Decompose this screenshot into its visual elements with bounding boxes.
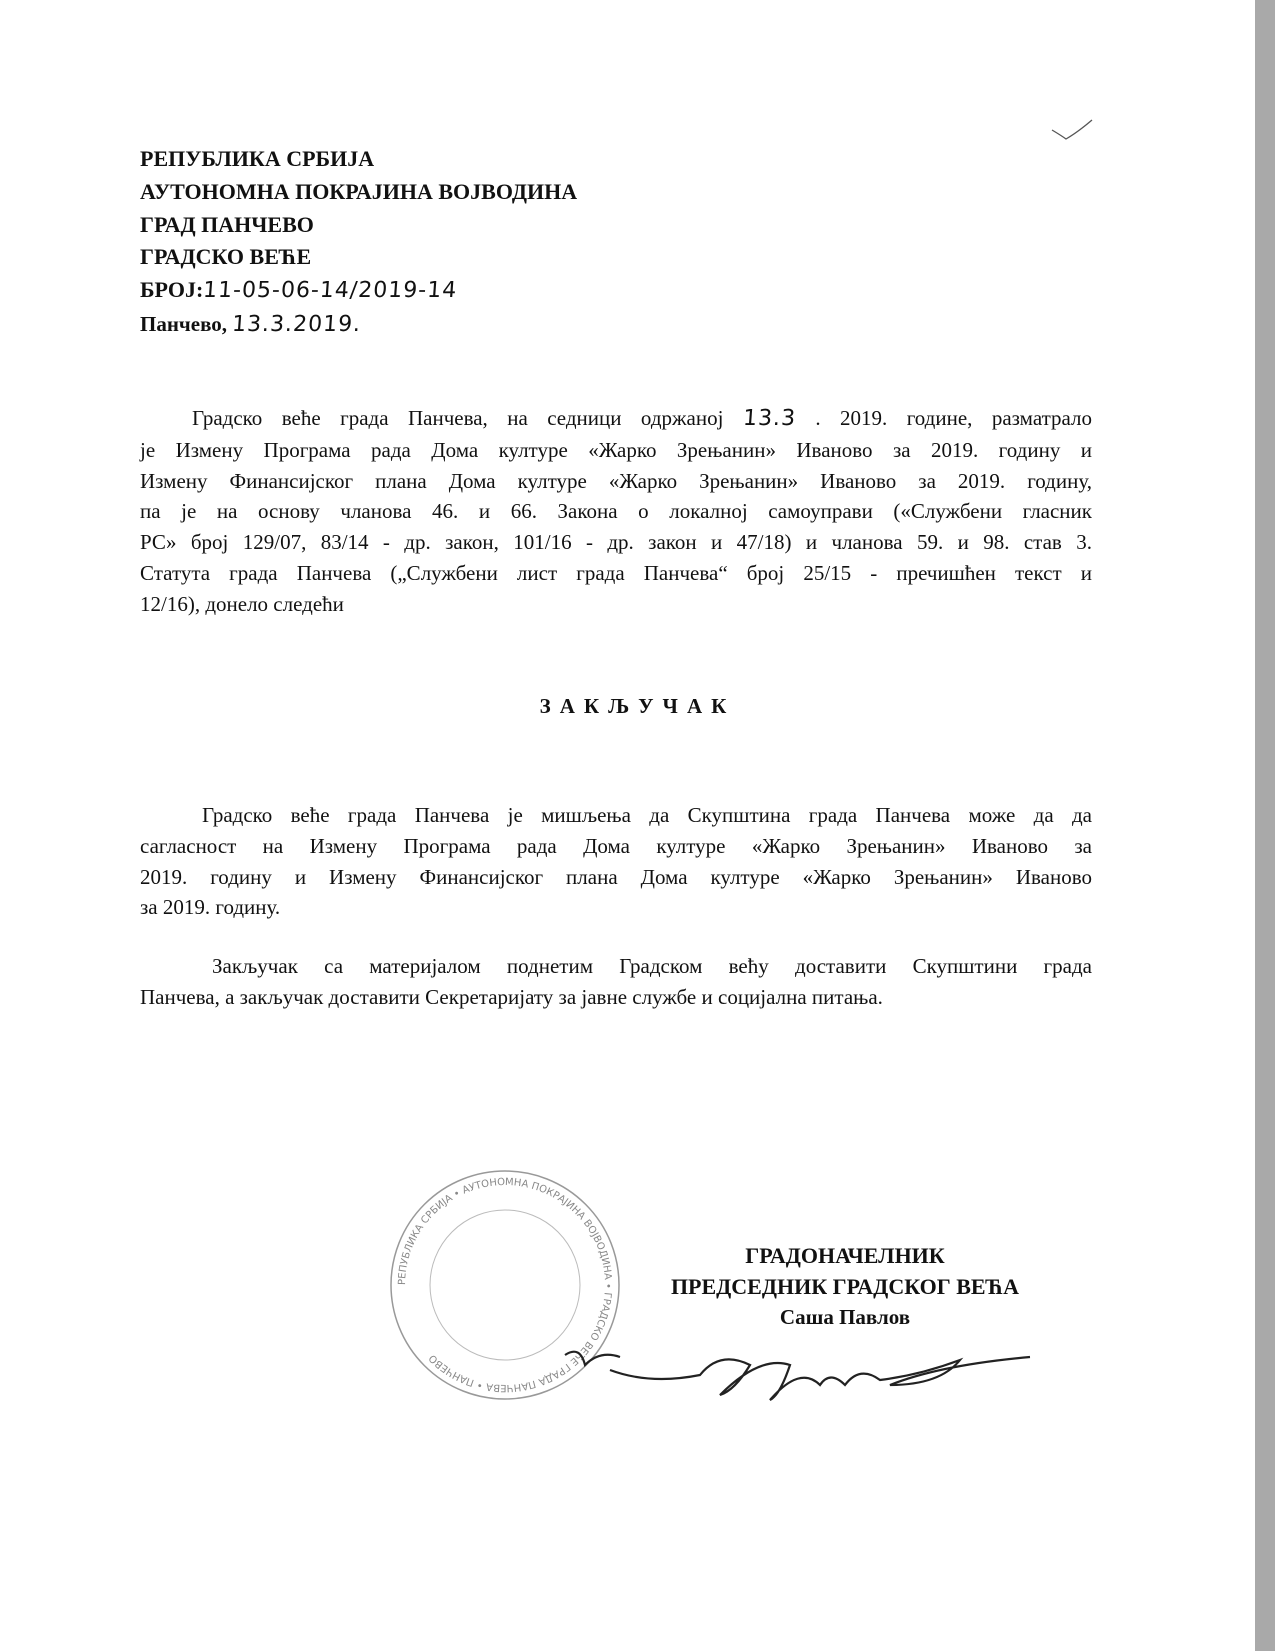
text-line: за 2019. годину. <box>140 895 281 920</box>
document-header <box>140 143 577 342</box>
signatory-name: Саша Павлов <box>779 1305 911 1329</box>
text-line: је Измену Програма рада Дома културе «Жарко Зрењанин» Иваново за 2019. годину и <box>140 437 1092 462</box>
handwritten-date: 13.3 <box>742 406 797 431</box>
header-line: АУТОНОМНА ПОКРАЈИНА ВОЈВОДИНА <box>140 178 578 204</box>
document-title: ЗАКЉУЧАК <box>539 694 736 718</box>
handwritten-date: 13.3.2019. <box>231 311 363 337</box>
text-line: сагласност на Измену Програма рада Дома културе «Жарко Зрењанин» Иваново за <box>140 833 1092 858</box>
handwritten-number: 11-05-06-14/2019-14 <box>202 278 459 304</box>
signatory-role: ГРАДОНАЧЕЛНИК <box>745 1243 945 1268</box>
signature-block <box>630 1240 1060 1333</box>
intro-paragraph <box>140 403 1092 620</box>
text: Градско веће града Панчева, на седници одржаној <box>192 406 724 430</box>
document-date <box>140 308 577 342</box>
text-line: Измену Финансијског плана Дома културе «Жарко Зрењанин» Иваново за 2019. годину, <box>140 468 1092 493</box>
handwritten-signature <box>560 1345 1040 1415</box>
text-line <box>140 403 1092 435</box>
scan-edge <box>1255 0 1275 1651</box>
header-line: ГРАД ПАНЧЕВО <box>140 211 314 237</box>
text-line: Панчева, а закључак доставити Секретаријату за јавне службе и социјална питања. <box>140 984 883 1009</box>
text-line: Статута града Панчева („Службени лист града Панчева“ број 25/15 - пречишћен текст и <box>140 560 1092 585</box>
place-label: Панчево, <box>140 311 228 336</box>
text-line: 12/16), донело следећи <box>140 591 344 616</box>
signatory-role: ПРЕДСЕДНИК ГРАДСКОГ ВЕЋА <box>670 1274 1020 1299</box>
header-line: РЕПУБЛИКА СРБИЈА <box>140 146 375 171</box>
text-line: 2019. годину и Измену Финансијског плана Дома културе «Жарко Зрењанин» Иваново <box>140 864 1092 889</box>
check-mark-icon <box>1050 118 1095 148</box>
number-label: БРОЈ: <box>140 277 204 303</box>
conclusion-paragraph-1 <box>140 800 1092 923</box>
text: . 2019. године, разматрало <box>815 406 1093 430</box>
text-line: Закључак са материјалом поднетим Градском већу доставити Скупштини града <box>212 954 1092 978</box>
text-line: Градско веће града Панчева је мишљења да Скупштина града Панчева може да да <box>202 803 1092 827</box>
conclusion-paragraph-2 <box>140 951 1092 1013</box>
document-number <box>140 274 577 308</box>
text-line: па је на основу чланова 46. и 66. Закона о локалној самоуправи («Службени гласник <box>140 499 1092 524</box>
stamp-text: РЕПУБЛИКА СРБИЈА • АУТОНОМНА ПОКРАЈИНА ВОЈВОДИНА • ГРАДСКО ВЕЋЕ ГРАДА ПАНЧЕВА • ПАНЧЕВО <box>396 1176 614 1394</box>
header-line: ГРАДСКО ВЕЋЕ <box>140 244 312 270</box>
text-line: РС» број 129/07, 83/14 - др. закон, 101/16 - др. закон и 47/18) и чланова 59. и 98. став 3. <box>140 530 1092 555</box>
